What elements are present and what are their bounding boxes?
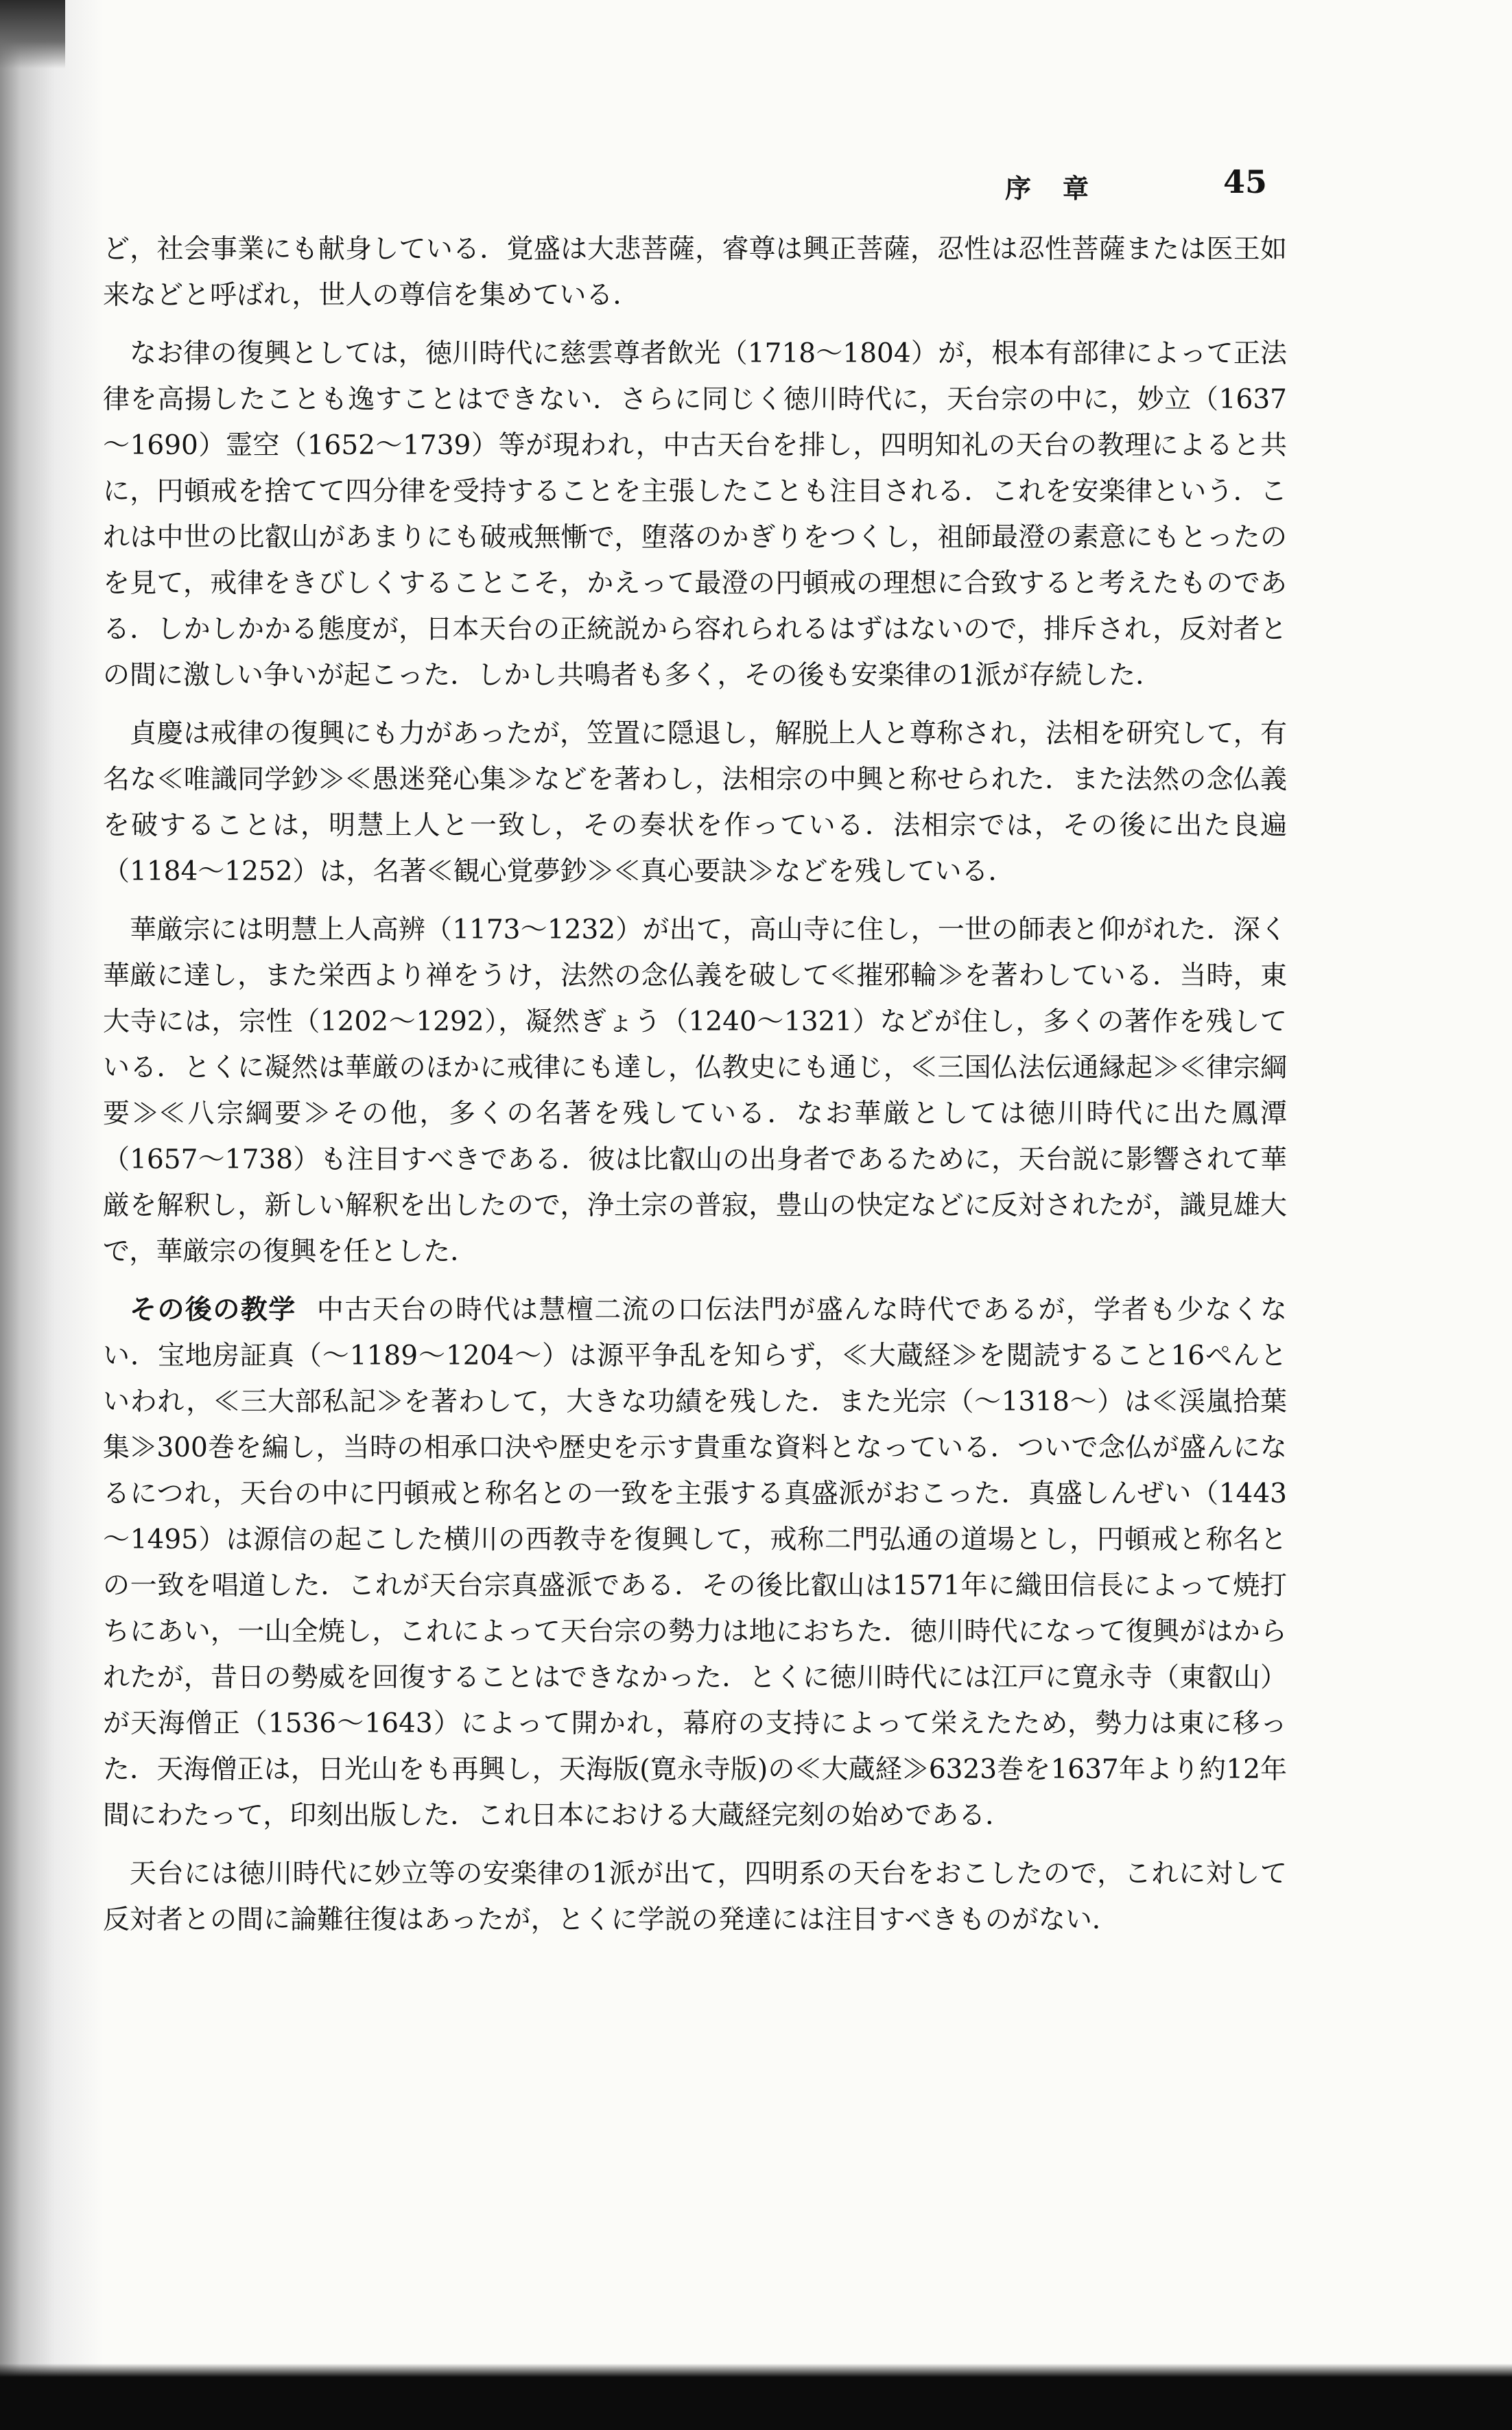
paragraph-3 <box>103 711 1287 895</box>
paragraph-text: なお律の復興としては，徳川時代に慈雲尊者飲光（1718～1804）が，根本有部律によって正法律を高揚したことも逸すことはできない．さらに同じく徳川時代に，天台宗の中に，妙立（1637～1690）霊空（1652～1739）等が現われ，中古天台を排し，四明知礼の天台の教理によると共に，円頓戒を捨てて四分律を受持することを主張したことも注目される．これを安楽律という．これは中世の比叡山があまりにも破戒無慚で，堕落のかぎりをつくし，祖師最澄の素意にもとったのを見て，戒律をきびしくすることこそ，かえって最澄の円頓戒の理想に合致すると考えたものである．しかしかかる態度が，日本天台の正統説から容れられるはずはないので，排斥され，反対者との間に激しい争いが起こった．しかし共鳴者も多く，その後も安楽律の1派が存続した． <box>103 338 1287 691</box>
section-heading: その後の教学 <box>130 1295 296 1325</box>
paragraph-1 <box>103 226 1287 318</box>
paragraph-text: 華厳宗には明慧上人高辨（1173～1232）が出て，高山寺に住し，一世の師表と仰がれた．深く華厳に達し，また栄西より禅をうけ，法然の念仏義を破して≪摧邪輪≫を著わしている．当時，東大寺には，宗性（1202～1292），凝然ぎょう（1240～1321）などが住し，多くの著作を残している．とくに凝然は華厳のほかに戒律にも達し，仏教史にも通じ，≪三国仏法伝通縁起≫≪律宗綱要≫≪八宗綱要≫その他，多くの名著を残している．なお華厳としては徳川時代に出た鳳潭（1657～1738）も注目すべきである．彼は比叡山の出身者であるために，天台説に影響されて華厳を解釈し，新しい解釈を出したので，浄土宗の普寂，豊山の快定などに反対されたが，識見雄大で，華厳宗の復興を任とした． <box>103 915 1287 1267</box>
running-title: 序章 <box>1005 173 1121 204</box>
paragraph-text: 天台には徳川時代に妙立等の安楽律の1派が出て，四明系の天台をおこしたので，これに対して反対者との間に論難往復はあったが，とくに学説の発達には注目すべきものがない． <box>103 1859 1287 1935</box>
binding-shadow <box>0 0 103 2430</box>
bottom-scan-edge <box>0 2377 1512 2430</box>
paragraph-2 <box>103 331 1287 698</box>
body-text <box>103 226 1287 1943</box>
binding-corner-shadow <box>0 0 65 69</box>
paragraph-text: 中古天台の時代は慧檀二流の口伝法門が盛んな時代であるが，学者も少なくない．宝地房証真（～1189～1204～）は源平争乱を知らず，≪大蔵経≫を閲読すること16ぺんといわれ，≪三大部私記≫を著わして，大きな功績を残した．また光宗（～1318～）は≪渓嵐拾葉集≫300巻を編し，当時の相承口決や歴史を示す貴重な資料となっている．ついで念仏が盛んになるにつれ，天台の中に円頓戒と称名との一致を主張する真盛派がおこった．真盛しんぜい（1443～1495）は源信の起こした横川の西教寺を復興して，戒称二門弘通の道場とし，円頓戒と称名との一致を唱道した．これが天台宗真盛派である．その後比叡山は1571年に織田信長によって焼打ちにあい，一山全焼し，これによって天台宗の勢力は地におちた．徳川時代になって復興がはかられたが，昔日の勢威を回復することはできなかった．とくに徳川時代には江戸に寛永寺（東叡山）が天海僧正（1536～1643）によって開かれ，幕府の支持によって栄えたため，勢力は東に移った．天海僧正は，日光山をも再興し，天海版(寛永寺版)の≪大蔵経≫6323巻を1637年より約12年間にわたって，印刻出版した．これ日本における大蔵経完刻の始めである． <box>103 1295 1287 1831</box>
bottom-scan-fade <box>0 2363 1512 2377</box>
running-head <box>1005 163 1279 204</box>
paragraph-text: ど，社会事業にも献身している．覚盛は大悲菩薩，睿尊は興正菩薩，忍性は忍性菩薩または医王如来などと呼ばれ，世人の尊信を集めている． <box>103 234 1287 311</box>
page-number: 45 <box>1223 163 1268 200</box>
paragraph-5 <box>103 1287 1287 1839</box>
paragraph-text: 貞慶は戒律の復興にも力があったが，笠置に隠退し，解脱上人と尊称され，法相を研究して，有名な≪唯識同学鈔≫≪愚迷発心集≫などを著わし，法相宗の中興と称せられた．また法然の念仏義を破することは，明慧上人と一致し，その奏状を作っている．法相宗では，その後に出た良遍（1184～1252）は，名著≪観心覚夢鈔≫≪真心要訣≫などを残している． <box>103 718 1287 887</box>
paragraph-4 <box>103 907 1287 1275</box>
paragraph-6 <box>103 1851 1287 1943</box>
